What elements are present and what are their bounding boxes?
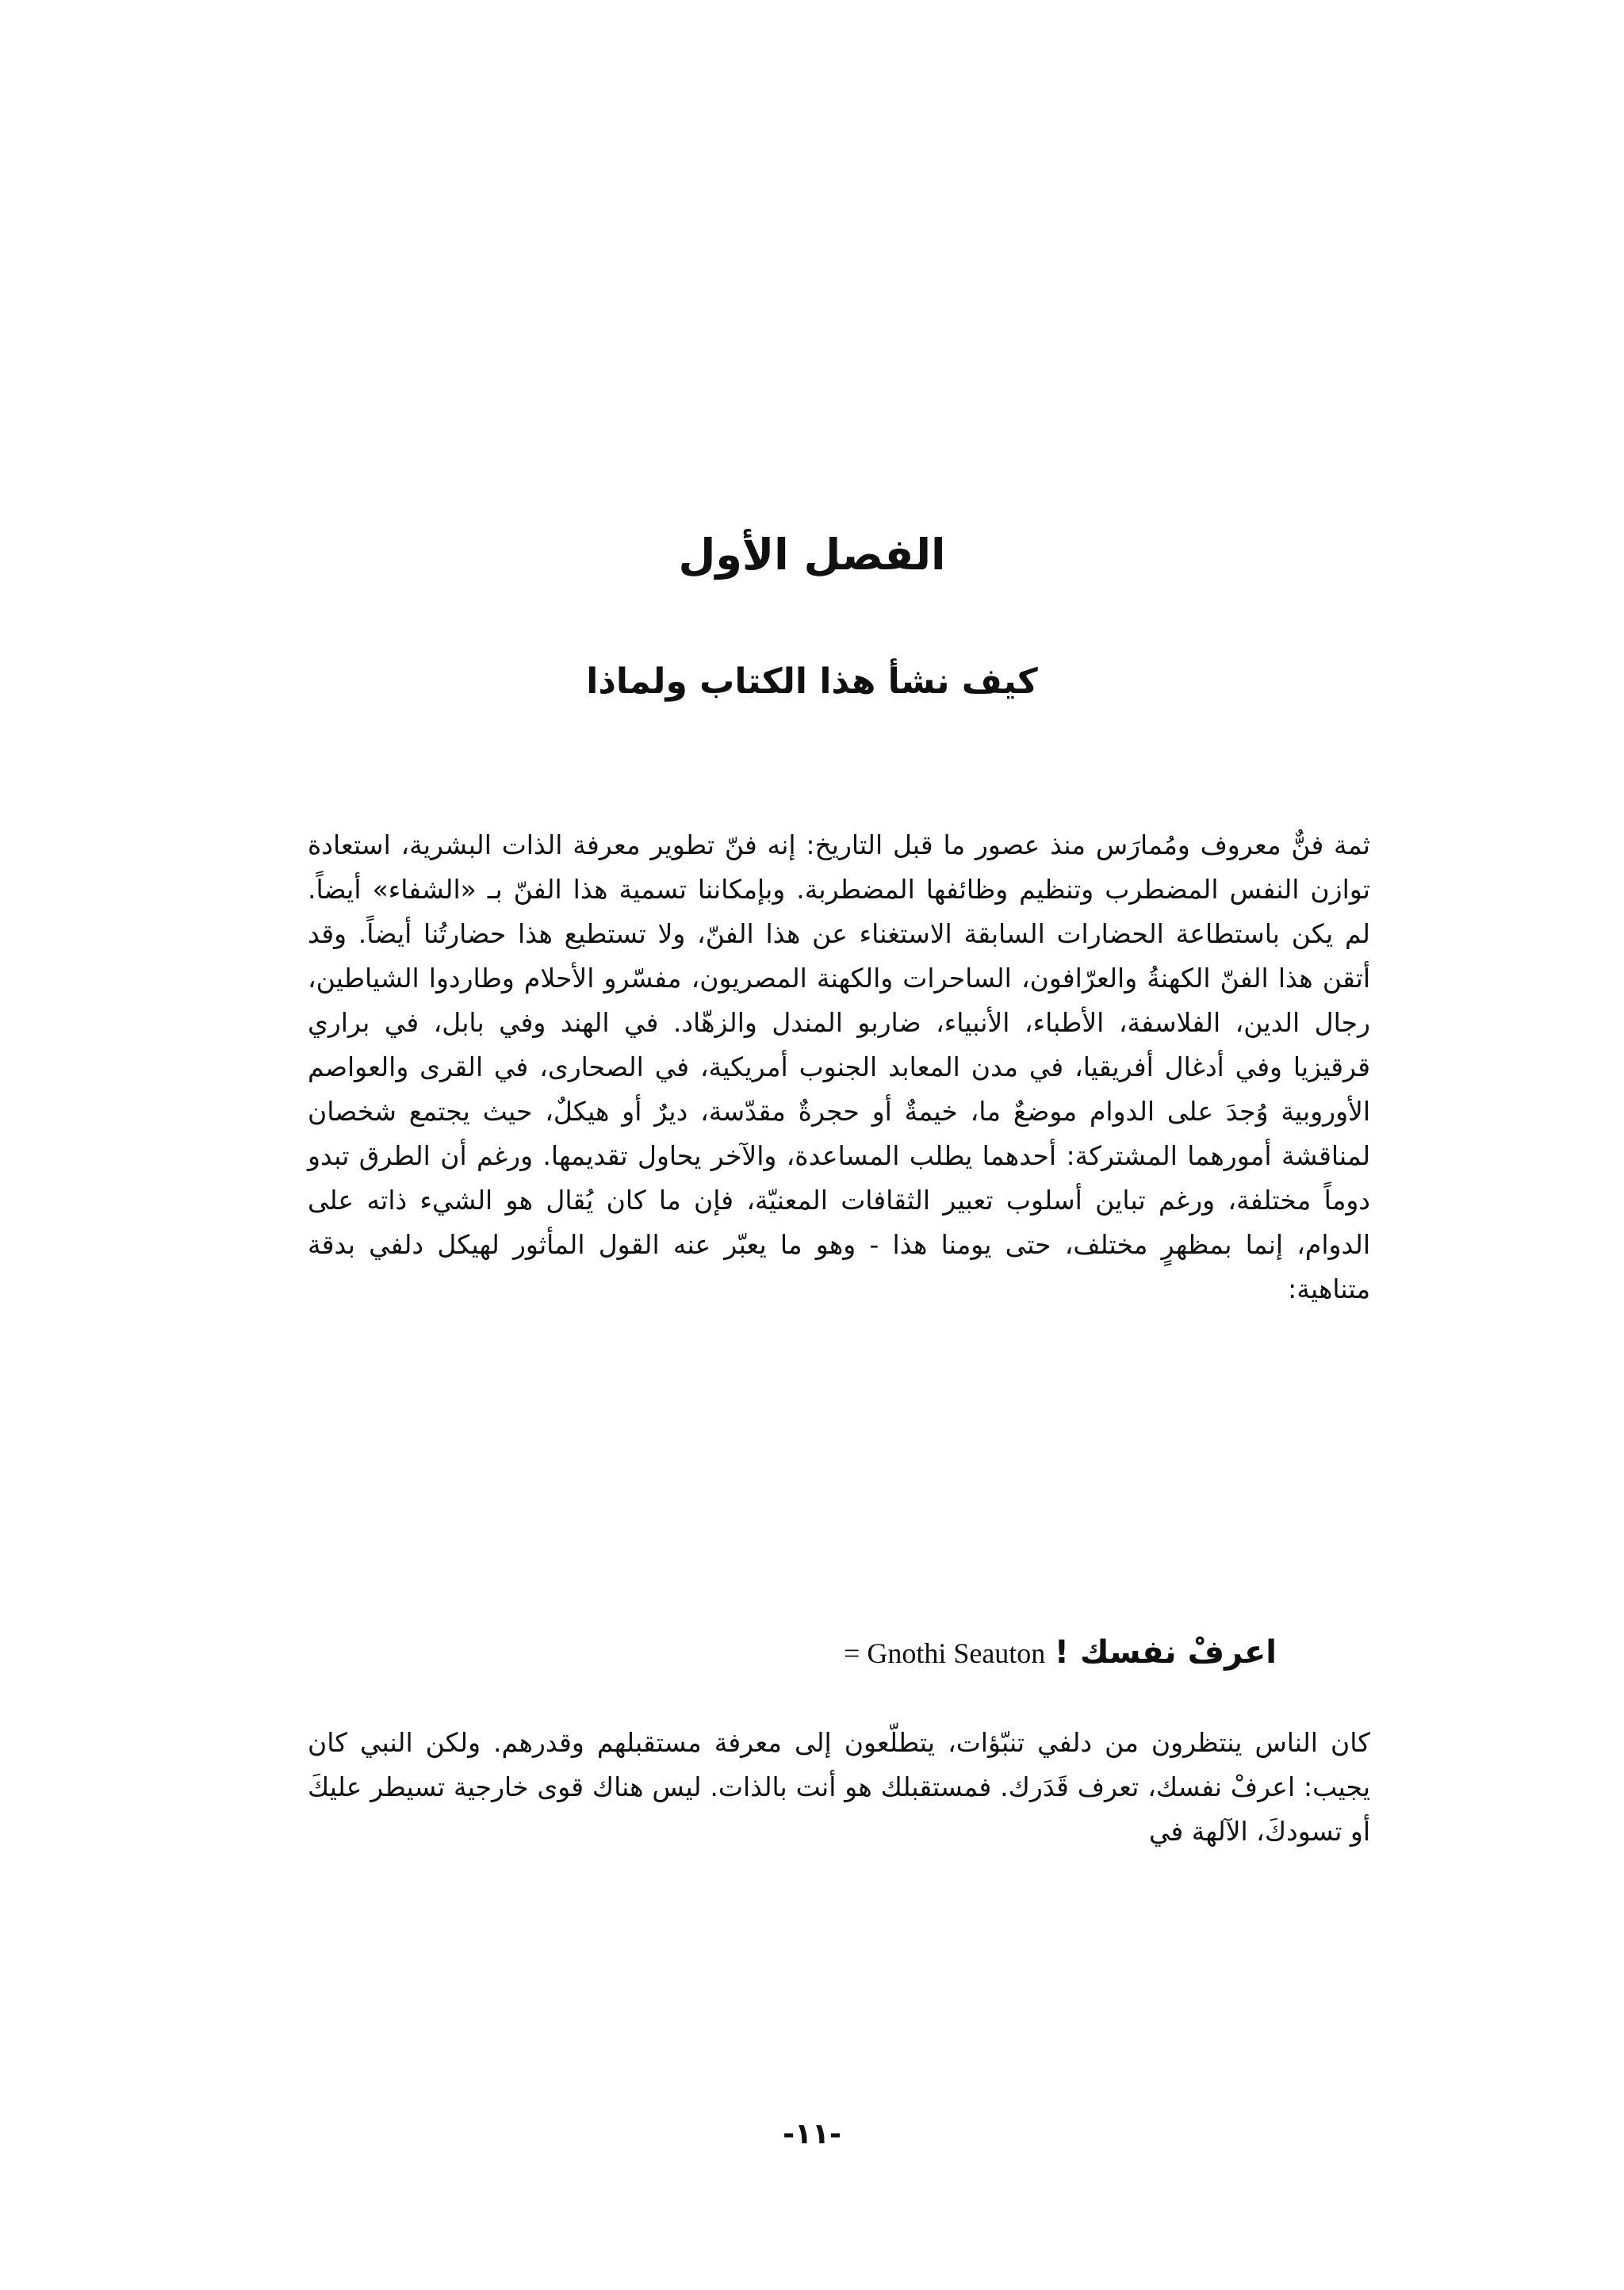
chapter-subtitle: كيف نشأ هذا الكتاب ولماذا	[586, 661, 1038, 702]
body-paragraph-1: ثمة فنٌّ معروف ومُمارَس منذ عصور ما قبل التاريخ: إنه فنّ تطوير معرفة الذات البشرية، استعادة توازن النفس المضطرب وتنظيم وظائفها المضطربة. وبإمكاننا تسمية هذا الفنّ بـ «الشفاء» أيضاً. لم يكن باستطاعة الحضارات السابقة الاستغناء عن هذا الفنّ، ولا تستطيع هذا حضارتُنا أيضاً. وقد أتقن هذا الفنّ الكهنةُ والعرّافون، الساحرات والكهنة المصريون، مفسّرو الأحلام وطاردوا الشياطين، رجال الدين، الفلاسفة، الأطباء، الأنبياء، ضاربو المندل والزهّاد. في الهند وفي بابل، في براري قرقيزيا وفي أدغال أفريقيا، في مدن المعابد الجنوب أمريكية، في الصحارى، في القرى والعواصم الأوروبية وُجدَ على الدوام موضعٌ ما، خيمةٌ أو حجرةٌ مقدّسة، ديرٌ أو هيكلٌ، حيث يجتمع شخصان لمناقشة أمورهما المشتركة: أحدهما يطلب المساعدة، والآخر يحاول تقديمها. ورغم أن الطرق تبدو دوماً مختلفة، ورغم تباين أسلوب تعبير الثقافات المعنيّة، فإن ما كان يُقال هو الشيء ذاته على الدوام، إنما بمظهرٍ مختلف، حتى يومنا هذا - وهو ما يعبّر عنه القول المأثور لهيكل دلفي بدقة متناهية:	[308, 829, 1370, 1304]
delphi-maxim	[308, 1627, 1277, 1679]
body-paragraph-2: كان الناس ينتظرون من دلفي تنبّؤات، يتطلّعون إلى معرفة مستقبلهم وقدرهم. ولكن النبي كان يجيب: اعرفْ نفسك، تعرف قَدَرك. فمستقبلك هو أنت بالذات. ليس هناك قوى خارجية تسيطر عليكَ أو تسودكَ، الآلهة في	[308, 1727, 1370, 1847]
page-number: -١١-	[783, 2118, 841, 2150]
chapter-title: الفصل الأول	[678, 530, 946, 580]
maxim-arabic: اعرفْ نفسك !	[1054, 1634, 1277, 1671]
maxim-latin: = Gnothi Seauton	[844, 1637, 1046, 1669]
